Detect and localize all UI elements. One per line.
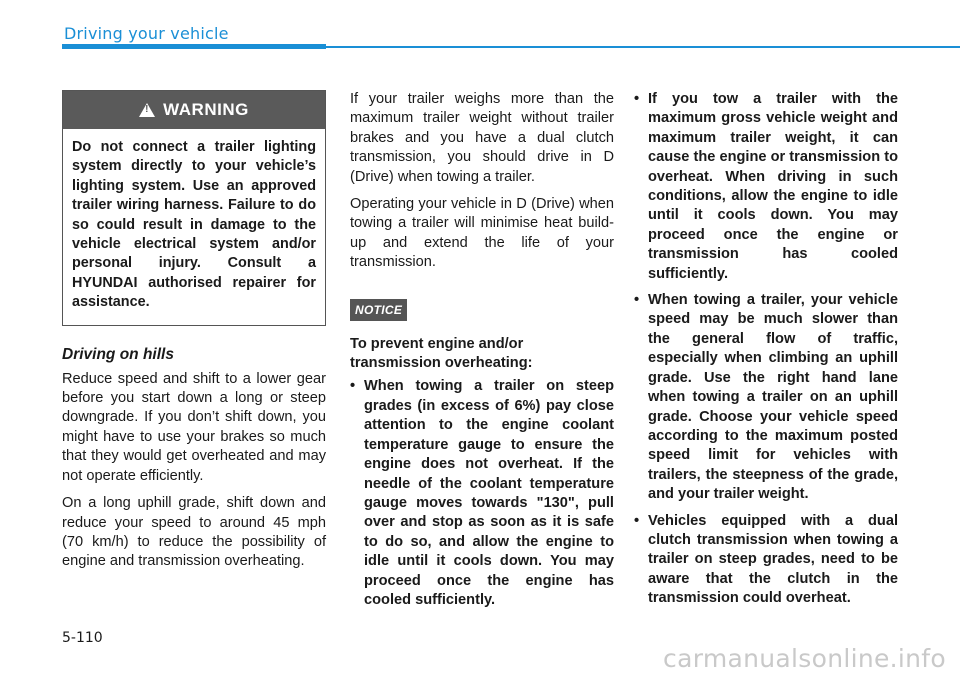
warning-header	[63, 91, 325, 129]
notice-bullet-list	[350, 377, 614, 610]
warning-bullet-list	[634, 90, 898, 609]
warning-triangle-icon	[139, 103, 155, 117]
column-left	[62, 90, 326, 580]
notice-badge: NOTICE	[350, 299, 407, 321]
list-item: • Vehicles equipped with a dual clutch transmission when towing a trailer on steep grades, need to be aware that the clutch in the transmission could overheat.	[634, 512, 898, 609]
paragraph: If your trailer weighs more than the maximum trailer weight without trailer brakes and you have a dual clutch transmission, you should drive in D (Drive) when towing a trailer.	[350, 91, 614, 185]
paragraph: On a long uphill grade, shift down and reduce your speed to around 45 mph (70 km/h) to reduce the possibility of engine and transmission overheating.	[62, 495, 326, 570]
warning-text: Do not connect a trailer lighting system directly to your vehicle’s lighting system. Use an approved trailer wiring harness. Failure to do so could result in damage to the vehicle electrical system and/or personal injury. Consult a HYUNDAI authorised repairer for assistance.	[72, 139, 316, 311]
warning-title: WARNING	[163, 100, 249, 119]
page-number: 5-110	[62, 630, 103, 646]
list-item: • When towing a trailer, your vehicle speed may be much slower than the general flow of traffic, especially when climbing an uphill grade. Use the right hand lane when towing a trailer on an uphill grade. Choose your vehicle speed according to the maximum posted speed limit for vehicles with trailers, the steepness of the grade, and your trailer weight.	[634, 291, 898, 504]
watermark: carmanualsonline.info	[663, 644, 946, 673]
section-heading-hills: Driving on hills	[62, 345, 174, 363]
paragraph: Reduce speed and shift to a lower gear before you start down a long or steep downgrade. If you don’t shift down, you might have to use your brakes so much that they would get overheated and may not operate efficiently.	[62, 370, 326, 484]
column-middle	[350, 90, 614, 617]
section-title: Driving your vehicle	[64, 24, 229, 43]
list-item: • When towing a trailer on steep grades (in excess of 6%) pay close attention to the engine coolant temperature gauge to ensure the engine does not overheat. If the needle of the coolant temperature gauge moves towards "130", pull over and stop as soon as it is safe to do so, and allow the engine to idle until it cools down. You may proceed once the engine has cooled sufficiently.	[350, 377, 614, 610]
column-right	[634, 90, 898, 616]
header-rule	[326, 46, 960, 48]
paragraph: Operating your vehicle in D (Drive) when towing a trailer will minimise heat build-up and extend the life of your transmission.	[350, 196, 614, 271]
warning-box	[62, 90, 326, 326]
notice-lead: To prevent engine and/or transmission overheating:	[350, 335, 533, 372]
list-item: • If you tow a trailer with the maximum gross vehicle weight and maximum trailer weight, it can cause the engine or transmission to overheat. When driving in such conditions, allow the engine to idle until it cools down. You may proceed once the engine or transmission has cooled sufficiently.	[634, 90, 898, 284]
header-accent-bar	[62, 44, 326, 49]
